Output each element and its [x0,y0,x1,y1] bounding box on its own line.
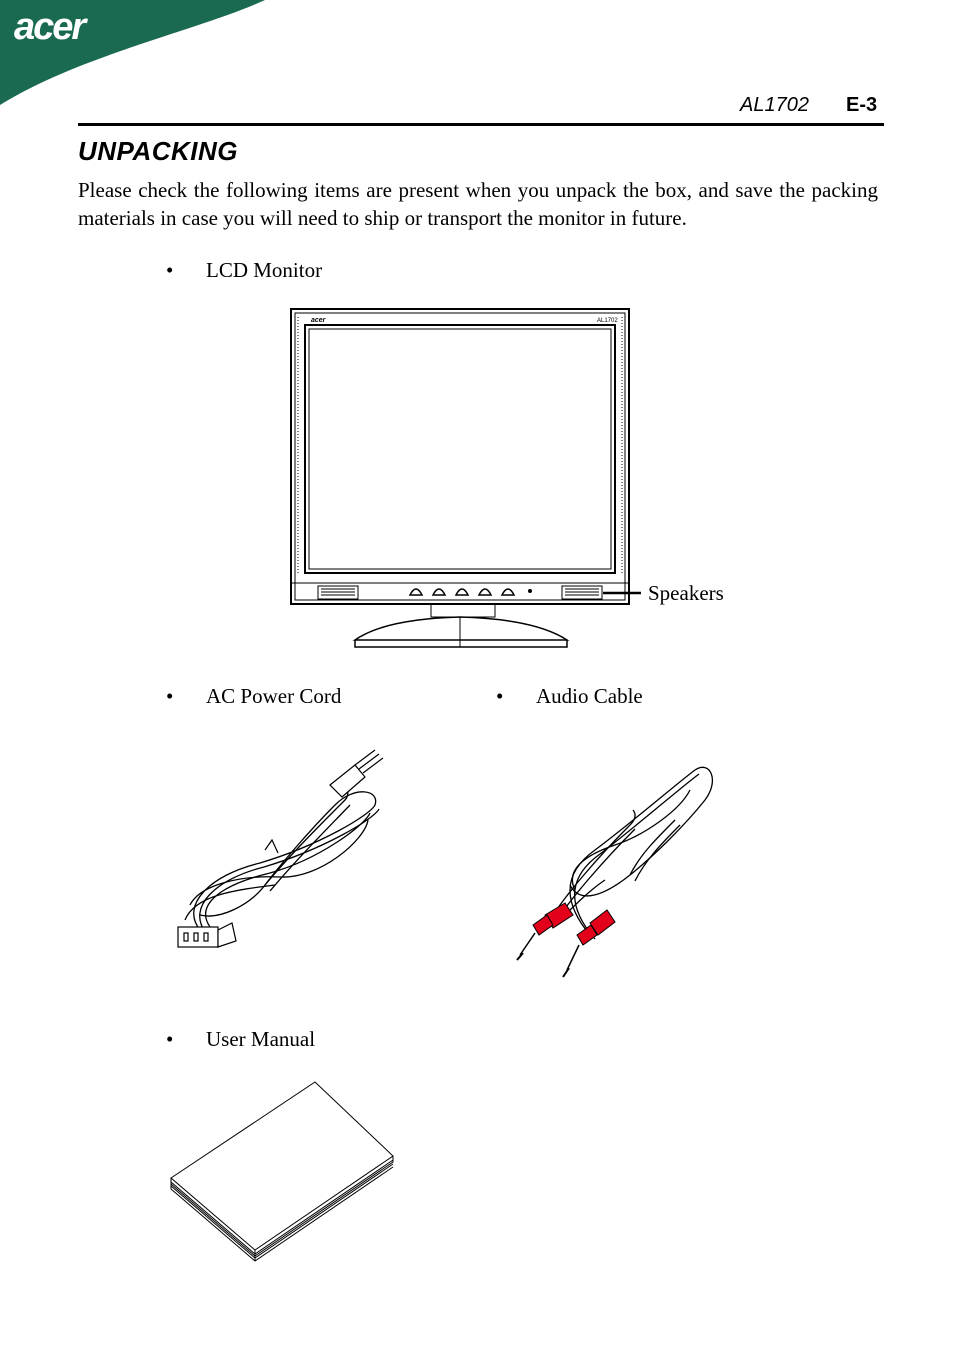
item-lcd-monitor [166,258,322,283]
header-rule [78,123,884,126]
lcd-monitor-illustration [285,305,645,655]
item-label-ac-power-cord: AC Power Cord [206,684,342,708]
item-label-audio-cable: Audio Cable [536,684,643,708]
item-audio-cable [496,684,643,709]
section-title: UNPACKING [78,136,239,166]
bullet-dot: • [496,684,504,708]
svg-text:AL1702: AL1702 [597,318,618,324]
bullet-dot: • [166,684,174,708]
item-ac-power-cord [166,684,341,709]
intro-paragraph [78,176,878,232]
intro-text: Please check the following items are present when you unpack the box, and save the packing materials in case you will need to ship or transport the monitor in future. [78,178,878,230]
bullet-dot: • [166,1027,174,1051]
audio-cable-illustration [505,755,725,990]
item-user-manual [166,1027,315,1052]
page-number: E-3 [846,94,878,116]
svg-text:acer: acer [311,317,326,324]
ac-power-cord-illustration [170,745,395,955]
speakers-callout: Speakers [648,581,724,605]
model-name: AL1702 [740,94,809,116]
item-label-lcd-monitor: LCD Monitor [206,258,323,282]
item-label-user-manual: User Manual [206,1027,316,1051]
acer-logo: acer [14,6,85,48]
bullet-dot: • [166,258,174,282]
user-manual-illustration [165,1078,400,1268]
